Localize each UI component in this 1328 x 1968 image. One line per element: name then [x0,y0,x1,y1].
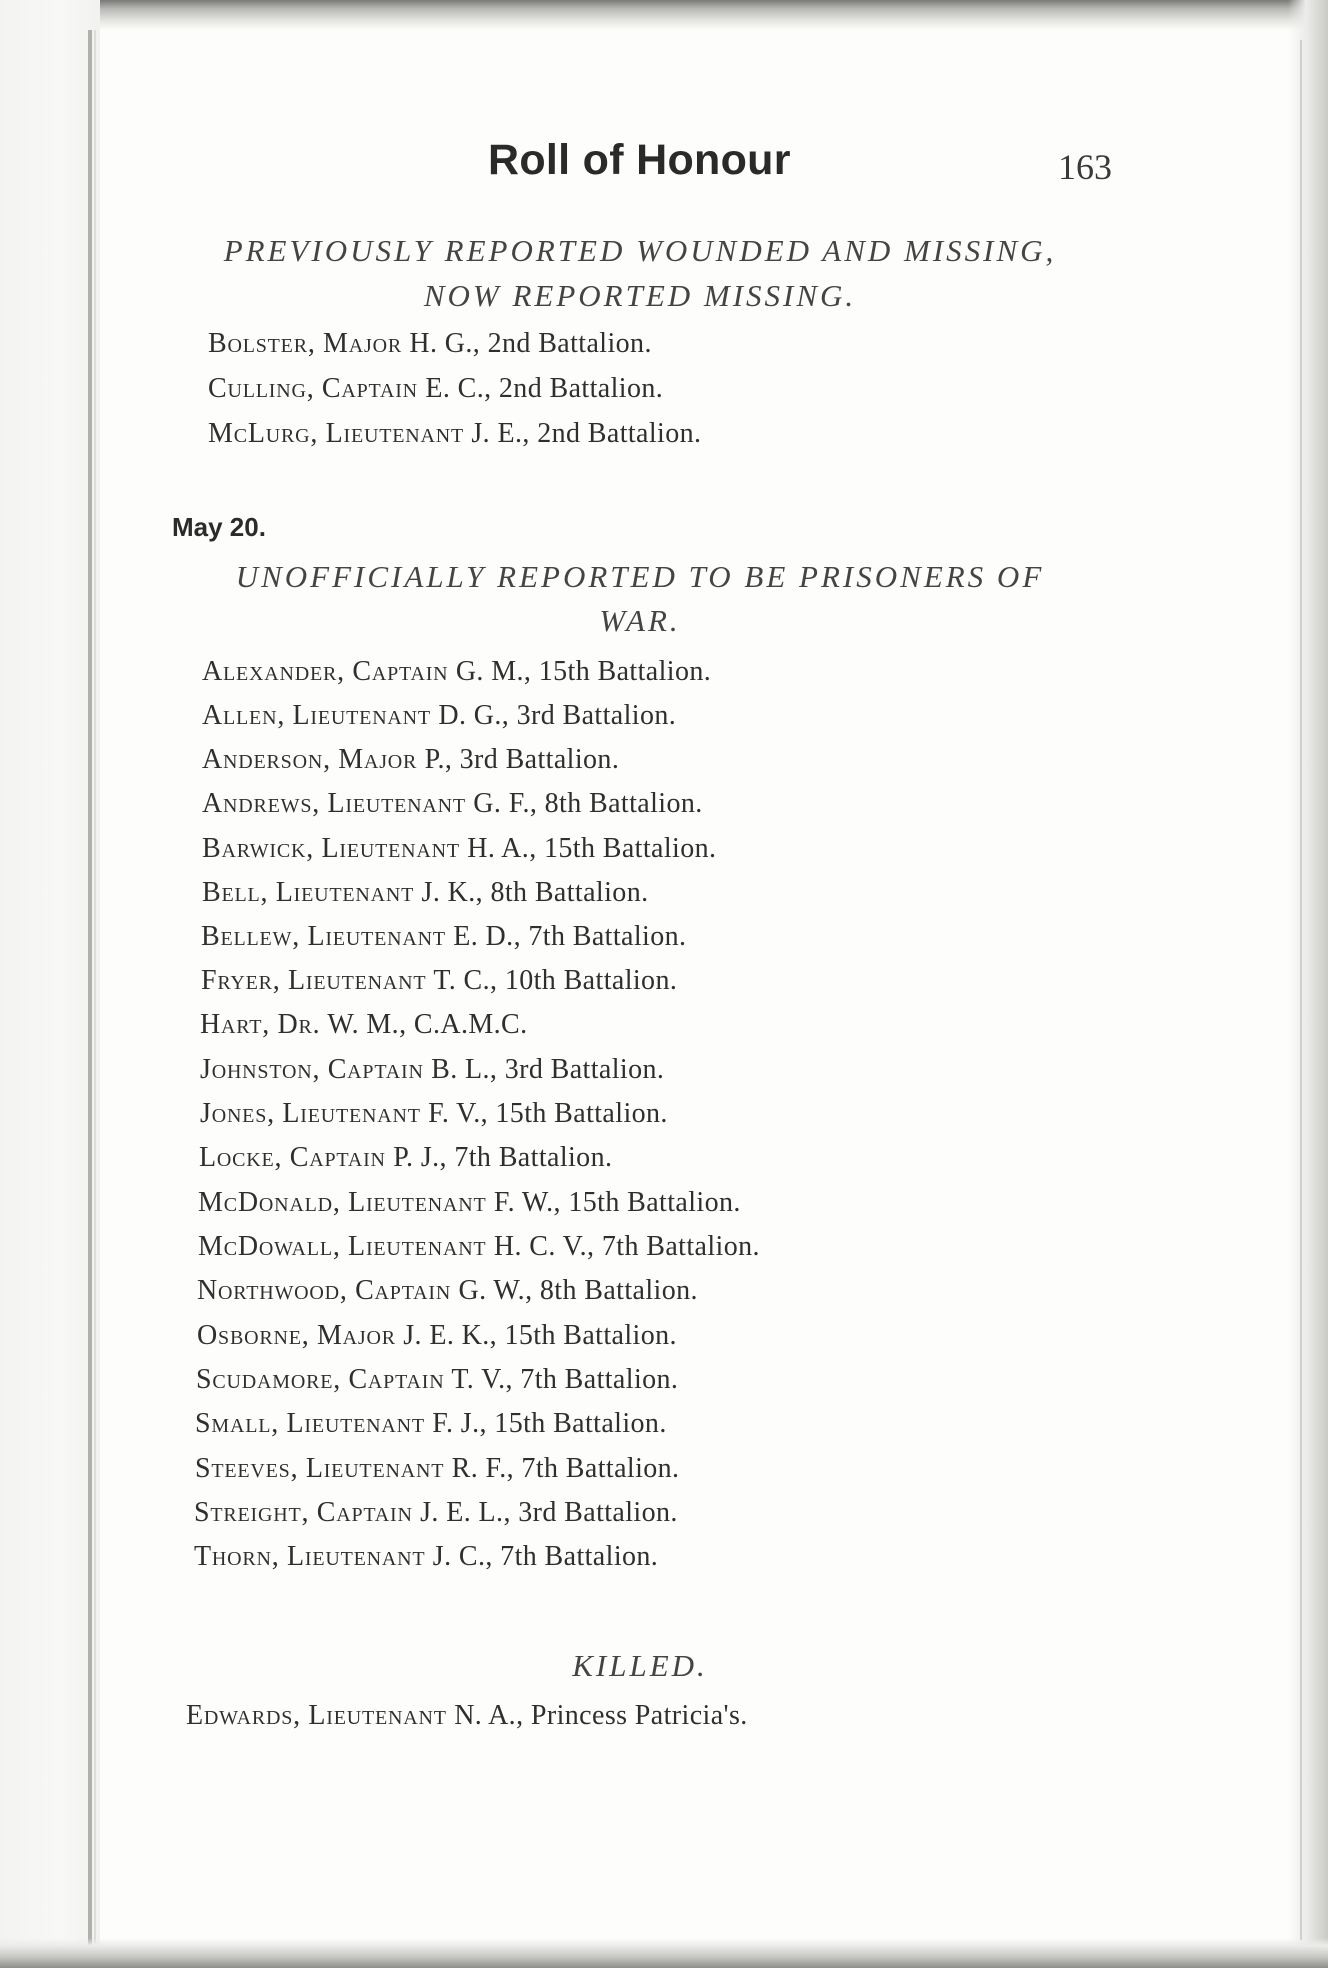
entry-detail: P., 3rd Battalion. [424,744,620,775]
entry-detail: T. V., 7th Battalion. [451,1364,679,1395]
entry-detail: T. C., 10th Battalion. [433,965,678,996]
entry-surname: Small, [195,1408,280,1439]
entry-surname: Bell, [202,877,269,908]
entry-detail: H. A., 15th Battalion. [467,833,717,864]
entry-rank: Lieutenant [286,1541,426,1572]
entry-detail: E. C., 2nd Battalion. [425,373,664,404]
list-item [186,1700,748,1732]
list-item [198,1187,741,1219]
section1-heading-line1: PREVIOUSLY REPORTED WOUNDED AND MISSING, [223,233,1057,268]
entry-rank: Lieutenant [286,1408,425,1439]
entry-surname: Bolster, [208,328,316,359]
entry-surname: Streight, [194,1497,310,1528]
entry-rank: Dr. [277,1009,321,1040]
entry-detail: W. M., C.A.M.C. [327,1009,528,1040]
list-item [202,788,703,820]
entry-surname: Andrews, [202,788,321,819]
entry-surname: Hart, [200,1009,271,1040]
entry-surname: Osborne, [197,1320,310,1351]
list-item [202,656,711,688]
entry-surname: McLurg, [208,418,319,449]
entry-rank: Major [338,744,418,775]
entry-rank: Captain [327,1054,424,1085]
entry-rank: Major [316,1320,396,1351]
running-title: Roll of Honour [488,136,791,184]
entry-detail: N. A., Princess Patricia's. [454,1700,748,1731]
entry-rank: Lieutenant [327,788,466,819]
entry-detail: J. E. K., 15th Battalion. [403,1320,677,1351]
list-item [197,1275,698,1307]
entry-detail: G. W., 8th Battalion. [458,1275,698,1306]
binding-gutter-shadow [94,30,96,1950]
entry-rank: Lieutenant [348,1231,487,1262]
entry-rank: Captain [348,1364,445,1395]
page-right-edge [1288,0,1328,1968]
page-right-edge-line [1300,40,1302,1940]
entry-surname: Edwards, [186,1700,301,1731]
entry-detail: H. G., 2nd Battalion. [409,328,652,359]
list-item [201,921,686,953]
entry-rank: Lieutenant [292,700,431,731]
entry-rank: Lieutenant [275,877,415,908]
page-bottom-edge [0,1938,1328,1968]
list-item [200,1098,668,1130]
entry-detail: F. W., 15th Battalion. [493,1187,741,1218]
entry-detail: J. K., 8th Battalion. [421,877,649,908]
list-item [197,1320,677,1352]
list-item [202,877,649,909]
entry-rank: Lieutenant [288,965,427,996]
page-number: 163 [1058,147,1112,187]
list-item [202,833,716,865]
entry-rank: Lieutenant [282,1098,421,1129]
entry-detail: J. E., 2nd Battalion. [471,418,702,449]
entry-surname: Culling, [208,373,315,404]
binding-gutter [88,30,92,1950]
entry-surname: Barwick, [202,833,315,864]
list-item [202,744,619,776]
entry-surname: Alexander, [202,656,345,687]
entry-rank: Captain [355,1275,452,1306]
list-item [195,1408,667,1440]
page-top-edge [0,0,1328,30]
section3-heading: KILLED. [572,1648,708,1683]
entry-rank: Captain [321,373,418,404]
entry-detail: R. F., 7th Battalion. [451,1453,680,1484]
list-item [200,1054,664,1086]
entry-rank: Captain [316,1497,413,1528]
date-heading: May 20. [172,512,266,542]
entry-surname: McDowall, [198,1231,341,1262]
entry-surname: Bellew, [201,921,301,952]
list-item [194,1541,658,1573]
entry-rank: Captain [289,1142,386,1173]
entry-detail: F. V., 15th Battalion. [428,1098,668,1129]
entry-detail: G. M., 15th Battalion. [455,656,712,687]
entry-surname: Johnston, [200,1054,321,1085]
section1-heading-line2: NOW REPORTED MISSING. [423,278,857,313]
entry-surname: Steeves, [195,1453,299,1484]
entry-surname: Thorn, [194,1541,280,1572]
entry-rank: Lieutenant [305,1453,445,1484]
entry-rank: Lieutenant [325,418,464,449]
list-item [199,1142,612,1174]
entry-detail: D. G., 3rd Battalion. [438,700,677,731]
entry-rank: Lieutenant [348,1187,487,1218]
entry-rank: Major [323,328,402,359]
entry-surname: Locke, [199,1142,283,1173]
entry-detail: J. C., 7th Battalion. [432,1541,659,1572]
entry-surname: Scudamore, [196,1364,342,1395]
list-item [208,373,663,405]
list-item [198,1231,760,1263]
section2-heading-line1: UNOFFICIALLY REPORTED TO BE PRISONERS OF [235,559,1045,594]
entry-detail: G. F., 8th Battalion. [473,788,703,819]
list-item [208,418,701,450]
entry-detail: B. L., 3rd Battalion. [431,1054,665,1085]
entry-surname: Allen, [202,700,286,731]
list-item [202,700,676,732]
entry-surname: Jones, [200,1098,275,1129]
entry-detail: J. E. L., 3rd Battalion. [420,1497,678,1528]
entry-surname: Anderson, [202,744,331,775]
entry-rank: Captain [352,656,449,687]
entry-detail: P. J., 7th Battalion. [393,1142,613,1173]
entry-detail: F. J., 15th Battalion. [432,1408,667,1439]
list-item [201,965,677,997]
section2-heading-line2: WAR. [599,603,681,638]
list-item [208,328,652,360]
entry-surname: Northwood, [197,1275,348,1306]
list-item [196,1364,678,1396]
list-item [195,1453,679,1485]
entry-rank: Lieutenant [321,833,460,864]
entry-detail: H. C. V., 7th Battalion. [493,1231,760,1262]
entry-rank: Lieutenant [308,1700,447,1731]
list-item [194,1497,678,1529]
entry-detail: E. D., 7th Battalion. [453,921,687,952]
page-left-margin [0,0,100,1968]
entry-rank: Lieutenant [307,921,446,952]
list-item [200,1009,528,1041]
entry-surname: Fryer, [201,965,281,996]
entry-surname: McDonald, [198,1187,341,1218]
